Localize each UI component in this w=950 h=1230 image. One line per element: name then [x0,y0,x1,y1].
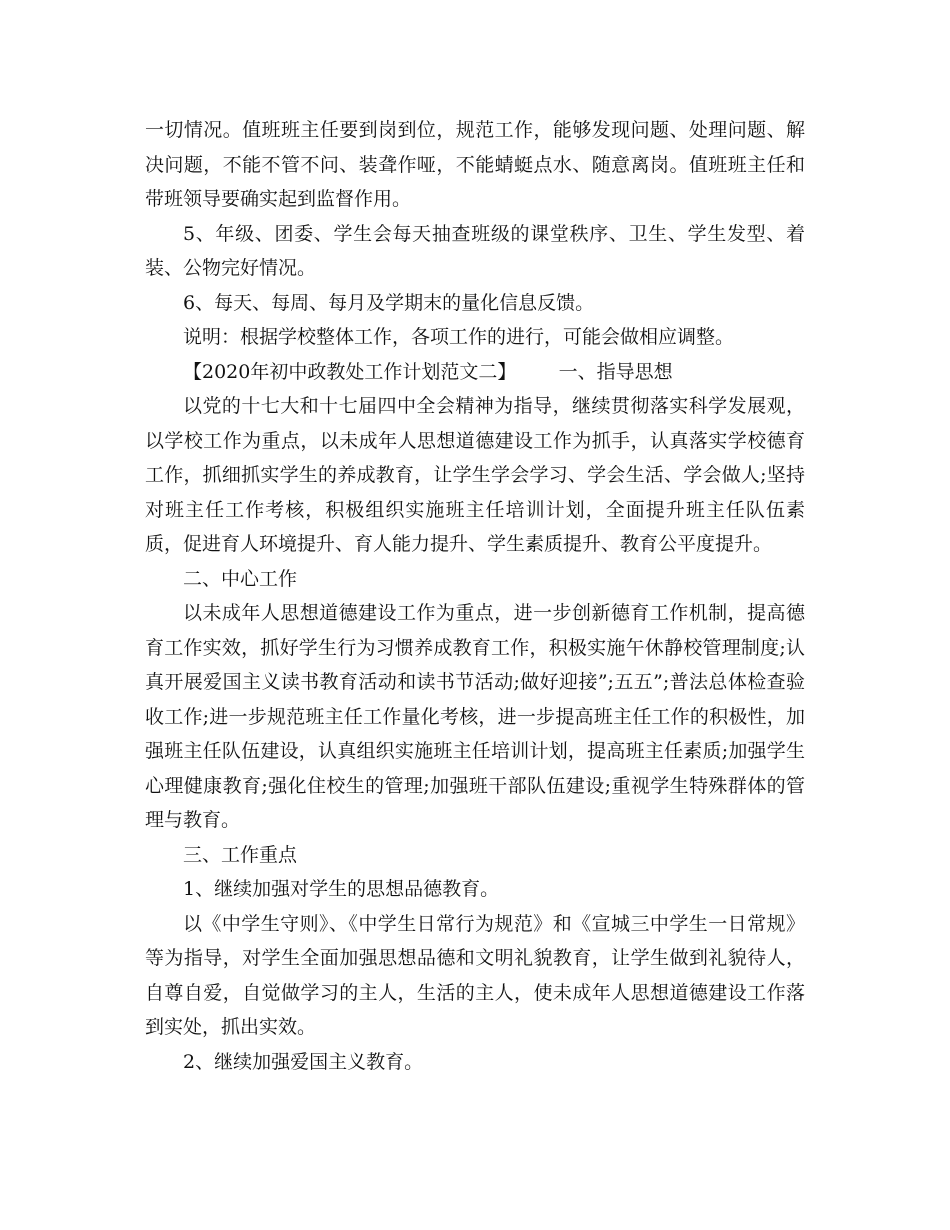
heading-focus-item-2: 2、继续加强爱国主义教育。 [183,1050,424,1073]
document-body [145,113,805,1079]
paragraph-guiding-thought: 以党的十七大和十七届四中全会精神为指导，继续贯彻落实科学发展观，以学校工作为重点，以未成年人思想道德建设工作为抓手，认真落实学校德育工作，抓细抓实学生的养成教育，让学生学会学习、学会生活、学会做人;坚持对班主任工作考核，积极组织实施班主任培训计划，全面提升班主任队伍素质，促进育人环境提升、育人能力提升、学生素质提升、教育公平度提升。 [145,395,805,555]
paragraph-note: 说明：根据学校整体工作，各项工作的进行，可能会做相应调整。 [183,326,735,348]
section-title-line: 【2020年初中政教处工作计划范文二】 一、指导思想 [183,360,673,383]
paragraph-focus-item-1: 以《中学生守则》、《中学生日常行为规范》和《宣城三中学生一日常规》等为指导，对学生全面加强思想品德和文明礼貌教育，让学生做到礼貌待人，自尊自爱，自觉做学习的主人，生活的主人，使未成年人思想道德建设工作落到实处，抓出实效。 [145,912,805,1038]
paragraph-item-5: 5、年级、团委、学生会每天抽查班级的课堂秩序、卫生、学生发型、着装、公物完好情况。 [145,222,805,279]
paragraph-item-6: 6、每天、每周、每月及学期末的量化信息反馈。 [183,291,595,314]
heading-focus-item-1: 1、继续加强对学生的思想品德教育。 [183,878,500,900]
paragraph-continuation: 一切情况。值班班主任要到岗到位，规范工作，能够发现问题、处理问题、解决问题，不能不管不问、装聋作哑，不能蜻蜓点水、随意离岗。值班班主任和带班领导要确实起到监督作用。 [145,119,805,210]
heading-central-work: 二、中心工作 [183,567,298,590]
paragraph-central-work: 以未成年人思想道德建设工作为重点，进一步创新德育工作机制，提高德育工作实效，抓好学生行为习惯养成教育工作，积极实施午休静校管理制度;认真开展爱国主义读书教育活动和读书节活动;做好迎接”;五五”;普法总体检查验收工作;进一步规范班主任工作量化考核，进一步提高班主任工作的积极性，加强班主任队伍建设，认真组织实施班主任培训计划，提高班主任素质;加强学生心理健康教育;强化住校生的管理;加强班干部队伍建设;重视学生特殊群体的管理与教育。 [145,602,805,831]
heading-work-focus: 三、工作重点 [183,843,298,866]
